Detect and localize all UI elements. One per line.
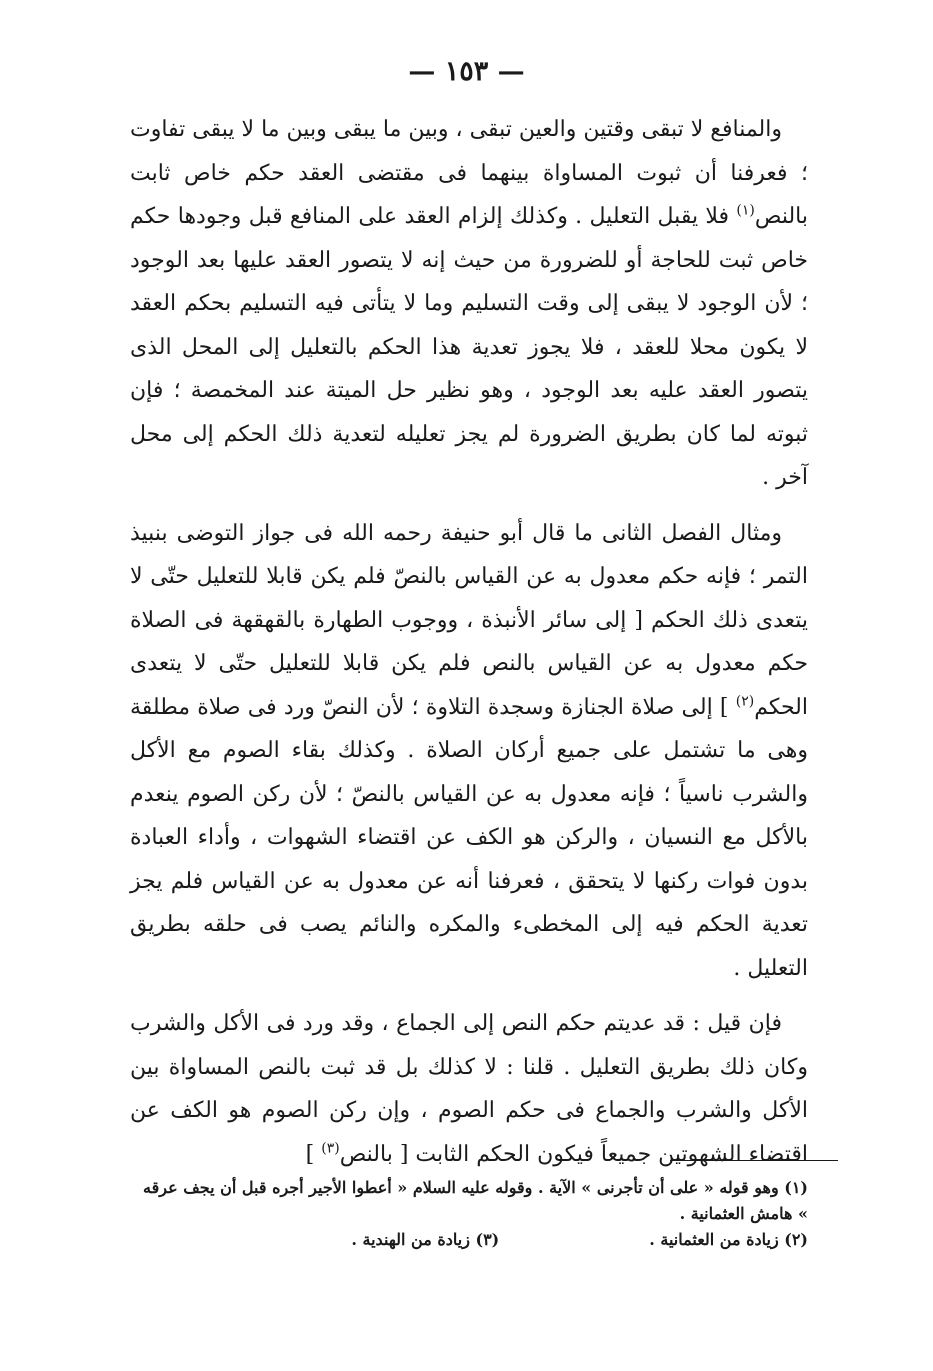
paragraph-1-text-a: والمنافع لا تبقى وقتين والعين تبقى ، وبين ما يبقى وبين ما لا يبقى تفاوت ؛ فعرفنا أن ثبوت المساواة بينهما فى مقتضى العقد حكم خاص ثابت بالنص [130,117,808,229]
footnote-ref-3: (٣) [321,1140,340,1157]
main-text [130,108,808,1176]
paragraph-2-text-b: ] إلى صلاة الجنازة وسجدة التلاوة ؛ لأن النصّ ورد فى صلاة مطلقة وهى ما تشتمل على جميع أركان الصلاة . وكذلك بقاء الصوم مع الأكل والشرب ناسياً ؛ فإنه معدول به عن القياس بالنصّ ؛ لأن ركن الصوم ينعدم بالأكل مع النسيان ، والركن هو الكف عن اقتضاء الشهوات ، وأداء العبادة بدون فوات ركنها لا يتحقق ، فعرفنا أنه عن معدول به عن القياس فلم يجز تعدية الحكم فيه إلى المخطىء والمكره والنائم يصب فى حلقه بطريق التعليل . [130,694,808,981]
footnote-2: (٢) زيادة من العثمانية . [649,1230,808,1249]
paragraph-1 [130,108,808,500]
footnote-ref-2: (٢) [735,693,755,710]
footnotes [130,1175,808,1253]
footnote-row [130,1227,808,1253]
footnote-divider [670,1160,838,1161]
paragraph-2 [130,512,808,991]
paragraph-1-text-b: فلا يقبل التعليل . وكذلك إلزام العقد على المنافع قبل وجودها حكم خاص ثبت للحاجة أو للضرورة من حيث إنه لا يتصور العقد عليها بعد الوجود ؛ لأن الوجود لا يبقى إلى وقت التسليم وما لا يتأتى فيه التسليم بحكم العقد لا يكون محلا للعقد ، فلا يجوز تعدية هذا الحكم بالتعليل إلى المحل الذى يتصور العقد عليه بعد الوجود ، وهو نظير حل الميتة عند المخمصة ؛ فإن ثبوته لما كان بطريق الضرورة لم يجز تعليله لتعدية ذلك الحكم إلى محل آخر . [130,204,808,490]
footnote-3: (٣) زيادة من الهندية . [351,1230,500,1249]
paragraph-2-text-a: ومثال الفصل الثانى ما قال أبو حنيفة رحمه الله فى جواز التوضى بنبيذ التمر ؛ فإنه حكم معدول به عن القياس بالنصّ فلم يكن قابلا للتعليل حتّى لا يتعدى ذلك الحكم [ إلى سائر الأنبذة ، ووجوب الطهارة بالقهقهة فى الصلاة حكم معدول به عن القياس بالنص فلم يكن قابلا للتعليل حتّى لا يتعدى الحكم [130,520,808,720]
footnote-ref-1: (١) [736,202,755,219]
page-number: — ١٥٣ — [408,56,525,87]
footnote-1: (١) وهو قوله « على أن تأجرنى » الآية . وقوله عليه السلام « أعطوا الأجير أجره قبل أن يجف عرقه » هامش العثمانية . [143,1178,808,1223]
paragraph-3-text-b: ] [305,1141,322,1167]
paragraph-3-text-a: فإن قيل : قد عديتم حكم النص إلى الجماع ، وقد ورد فى الأكل والشرب وكان ذلك بطريق التعليل . قلنا : لا كذلك بل قد ثبت بالنص المساواة بين الأكل والشرب والجماع فى حكم الصوم ، وإن ركن الصوم هو الكف عن اقتضاء الشهوتين جميعاً فيكون الحكم الثابت [ بالنص [130,1011,808,1167]
paragraph-3 [130,1002,808,1176]
